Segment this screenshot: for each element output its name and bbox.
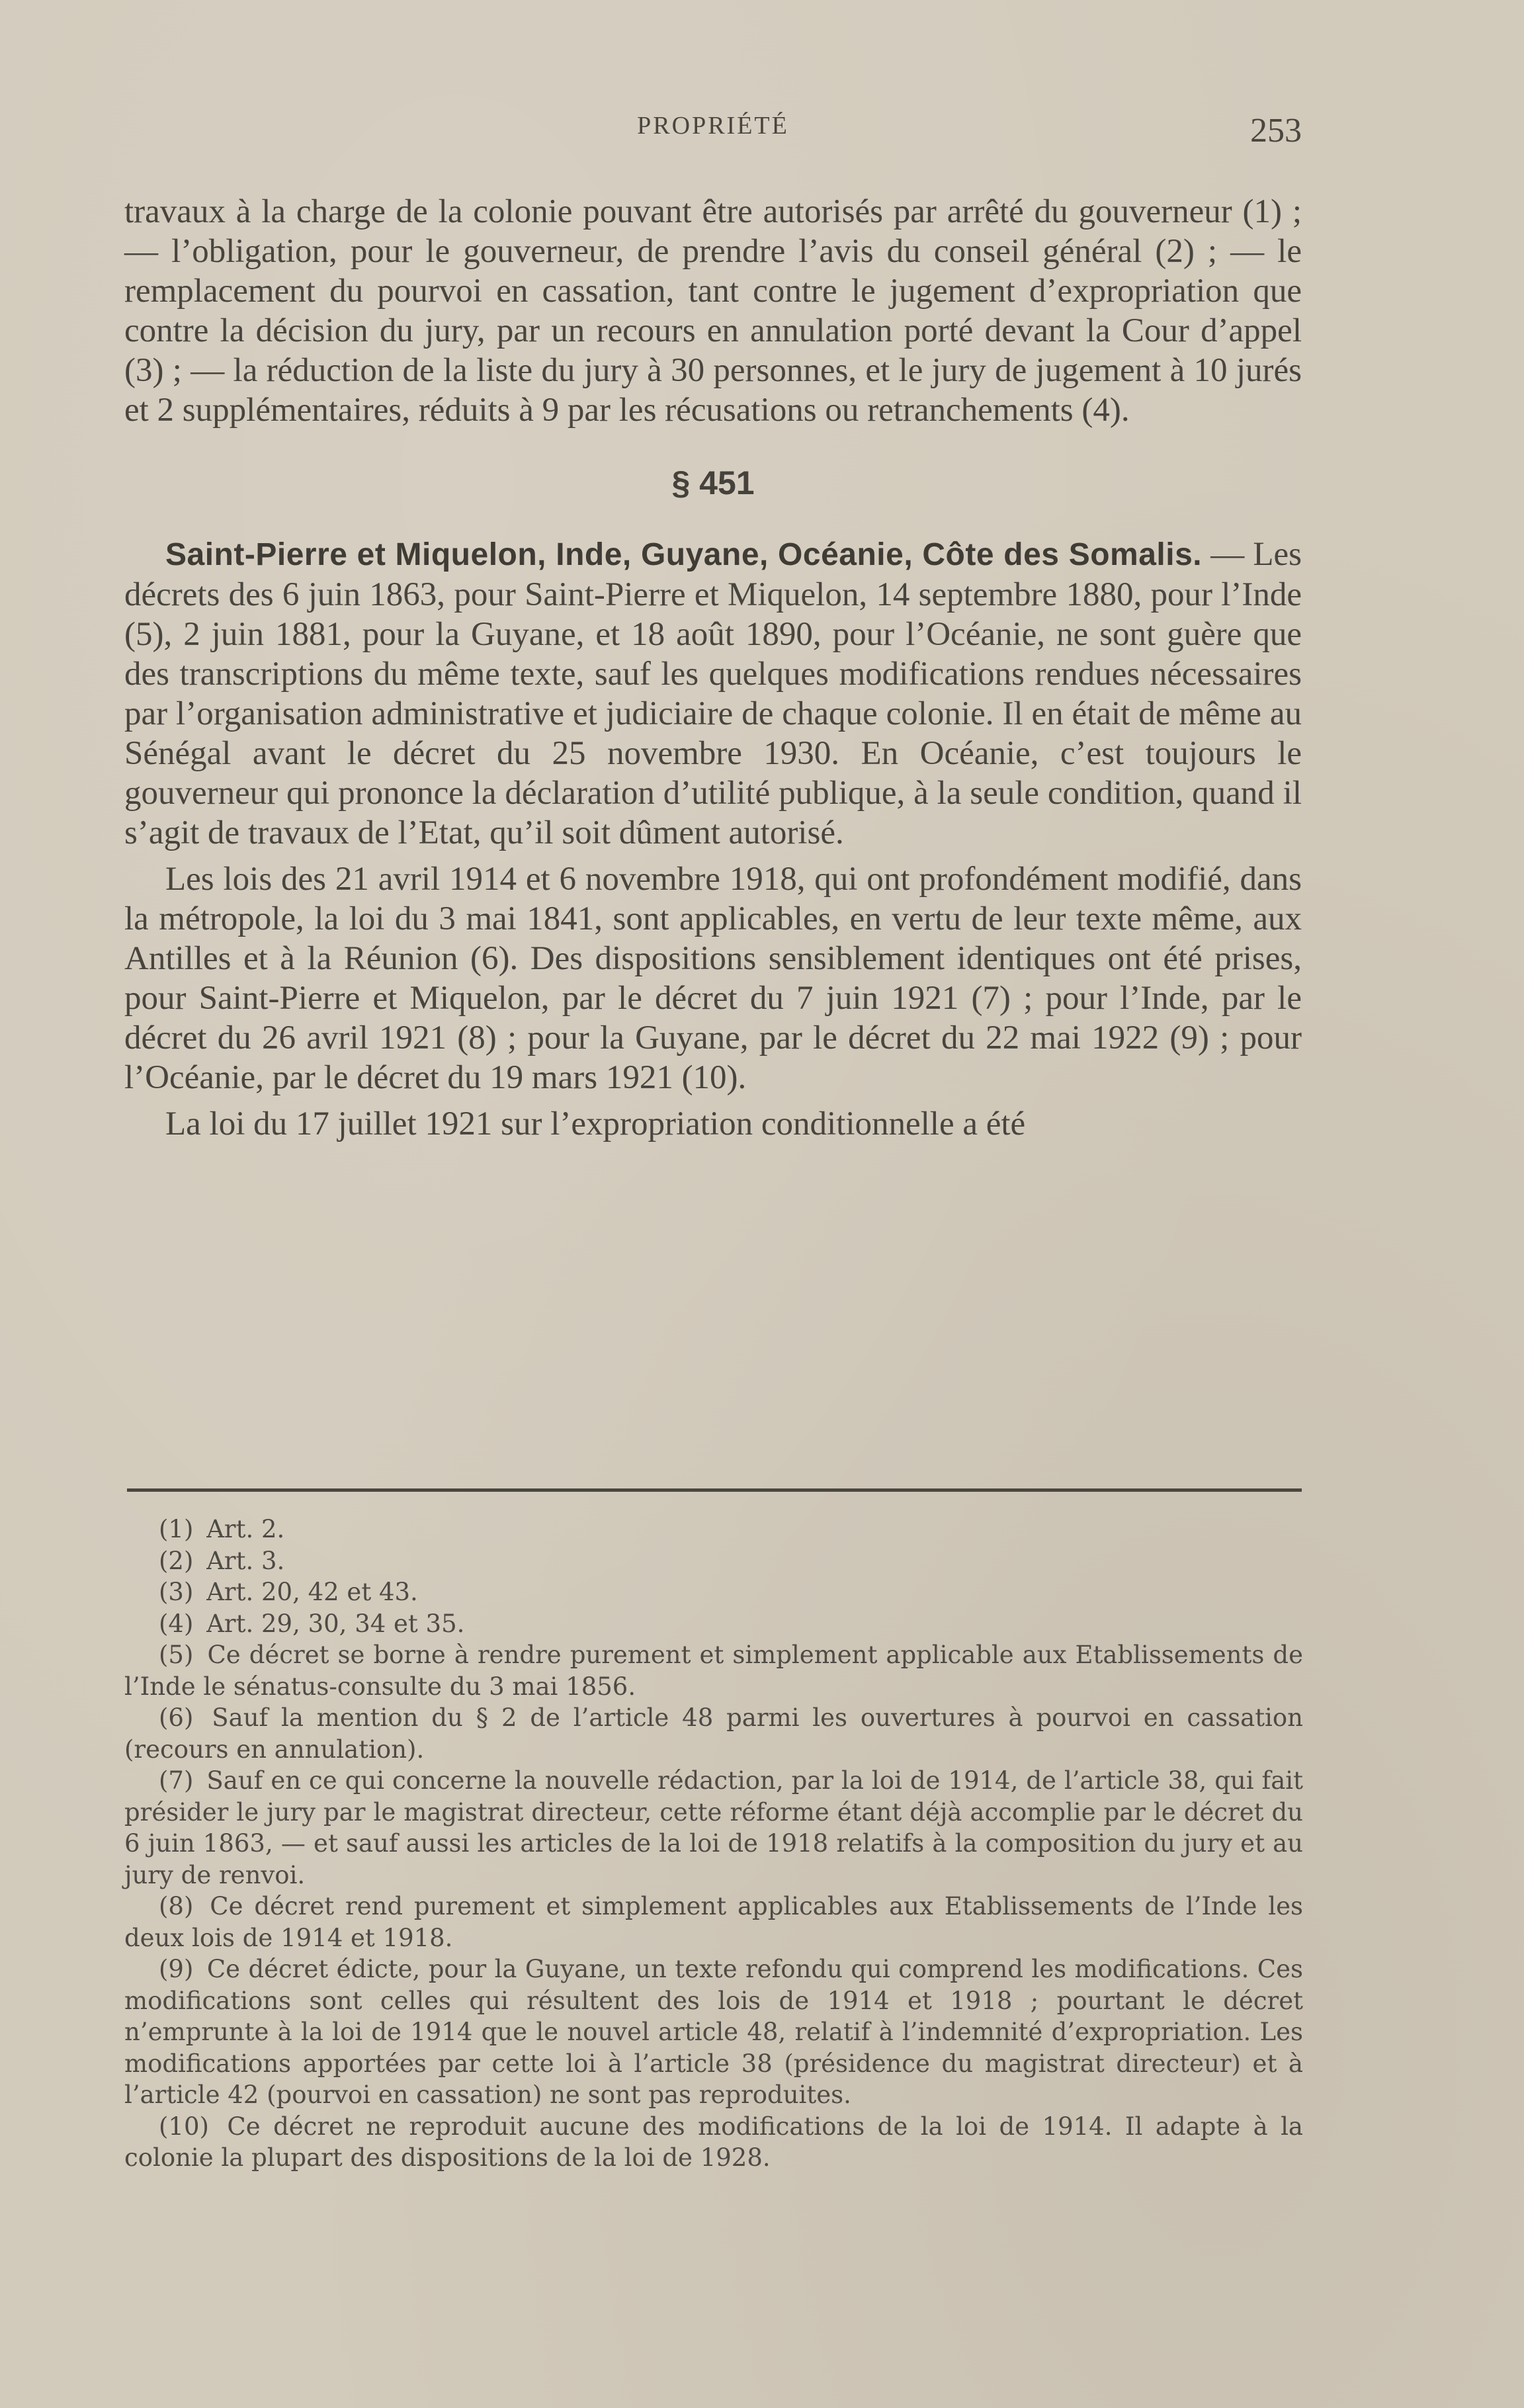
footnote-text: Ce décret se borne à rendre purement et simplement applicable aux Etablissements de l’Inde le sénatus-consulte du 3 mai 1856. [124, 1641, 1303, 1701]
footnote-text: Art. 2. [206, 1515, 285, 1543]
section-heading: § 451 [671, 464, 755, 501]
footnote-text: Art. 20, 42 et 43. [206, 1578, 418, 1606]
footnote-number: (3) [159, 1578, 194, 1606]
footnote-rule [127, 1488, 1302, 1492]
footnotes [124, 1514, 1303, 2174]
footnote-text: Sauf en ce qui concerne la nouvelle rédaction, par la loi de 1914, de l’article 38, qui fait présider le jury par le magistrat directeur, cette réforme étant déjà accomplie par le décret du 6 juin 1863, — et sauf aussi les articles de la loi de 1918 relatifs à la composition du jury et au jury de renvoi. [124, 1766, 1303, 1889]
footnote-number: (4) [159, 1609, 194, 1638]
page-header [124, 111, 1302, 157]
footnote-number: (9) [159, 1955, 194, 1983]
paragraph-somalis [124, 535, 1302, 853]
footnote-item [124, 1514, 1303, 1545]
footnote-number: (2) [159, 1546, 194, 1575]
footnote-number: (1) [159, 1515, 194, 1543]
footnote-text: Art. 3. [206, 1546, 285, 1575]
footnote-item [124, 1545, 1303, 1577]
footnote-text: Ce décret édicte, pour la Guyane, un texte refondu qui comprend les modifications. Ces modifications sont celles qui résultent des lois de 1914 et 1918 ; pourtant le décret n’emprunte à la loi de 1914 que le nouvel article 48, relatif à l’indemnité d’expropriation. Les modifications apportées par cette loi à l’article 38 (présidence du magistrat directeur) et à l’article 42 (pourvoi en cassation) ne sont pas reproduites. [124, 1955, 1303, 2109]
main-text [124, 192, 1302, 1144]
footnote-number: (6) [159, 1703, 194, 1732]
paragraph-continuation: travaux à la charge de la colonie pouvant être autorisés par arrêté du gouverneur (1) ; — l’obligation, pour le gouverneur, de prendre l’avis du conseil général (2) ; — le remplacement du pourvoi en cassation, tant contre le jugement d’expropriation que contre la décision du jury, par un recours en annulation porté devant la Cour d’appel (3) ; — la réduction de la liste du jury à 30 personnes, et le jury de jugement à 10 jurés et 2 supplémentaires, réduits à 9 par les récusations ou retranchements (4). [124, 193, 1302, 429]
footnote-text: Sauf la mention du § 2 de l’article 48 parmi les ouvertures à pourvoi en cassation (recours en annulation). [124, 1703, 1303, 1764]
footnote-number: (5) [159, 1641, 194, 1669]
footnote-number: (8) [159, 1892, 194, 1920]
page-number: 253 [1250, 112, 1302, 150]
paragraph-lois: Les lois des 21 avril 1914 et 6 novembre 1918, qui ont profondément modifié, dans la métropole, la loi du 3 mai 1841, sont applicables, en vertu de leur texte même, aux Antilles et à la Réunion (6). Des dispositions sensiblement identiques ont été prises, pour Saint-Pierre et Miquelon, par le décret du 7 juin 1921 (7) ; pour l’Inde, par le décret du 26 avril 1921 (8) ; pour la Guyane, par le décret du 22 mai 1922 (9) ; pour l’Océanie, par le décret du 19 mars 1921 (10). [124, 861, 1302, 1096]
running-head: PROPRIÉTÉ [637, 112, 789, 140]
footnote-item [124, 1639, 1303, 1702]
footnote-text: Art. 29, 30, 34 et 35. [206, 1609, 465, 1638]
footnote-number: (7) [159, 1766, 194, 1795]
paragraph-expropriation: La loi du 17 juillet 1921 sur l’expropriation conditionnelle a été [165, 1105, 1026, 1142]
footnote-item [124, 1765, 1303, 1891]
footnote-number: (10) [159, 2112, 209, 2141]
footnote-item [124, 1702, 1303, 1765]
run-in-title: Saint-Pierre et Miquelon, Inde, Guyane, Océanie, Côte des Somalis. [165, 537, 1203, 572]
footnote-item [124, 1891, 1303, 1954]
footnote-item [124, 1608, 1303, 1640]
footnote-item [124, 1954, 1303, 2111]
footnote-item [124, 1576, 1303, 1608]
paragraph-text: — Les décrets des 6 juin 1863, pour Saint-Pierre et Miquelon, 14 septembre 1880, pour l’Inde (5), 2 juin 1881, pour la Guyane, et 18 août 1890, pour l’Océanie, ne sont guère que des transcriptions du même texte, sauf les quelques modifications rendues nécessaires par l’organisation administrative et judiciaire de chaque colonie. Il en était de même au Sénégal avant le décret du 25 novembre 1930. En Océanie, c’est toujours le gouverneur qui prononce la déclaration d’utilité publique, à la seule condition, quand il s’agit de travaux de l’Etat, qu’il soit dûment autorisé. [124, 536, 1302, 851]
footnote-text: Ce décret rend purement et simplement applicables aux Etablissements de l’Inde les deux lois de 1914 et 1918. [124, 1892, 1304, 1952]
footnote-item [124, 2111, 1303, 2174]
footnote-text: Ce décret ne reproduit aucune des modifications de la loi de 1914. Il adapte à la colonie la plupart des dispositions de la loi de 1928. [124, 2112, 1303, 2172]
